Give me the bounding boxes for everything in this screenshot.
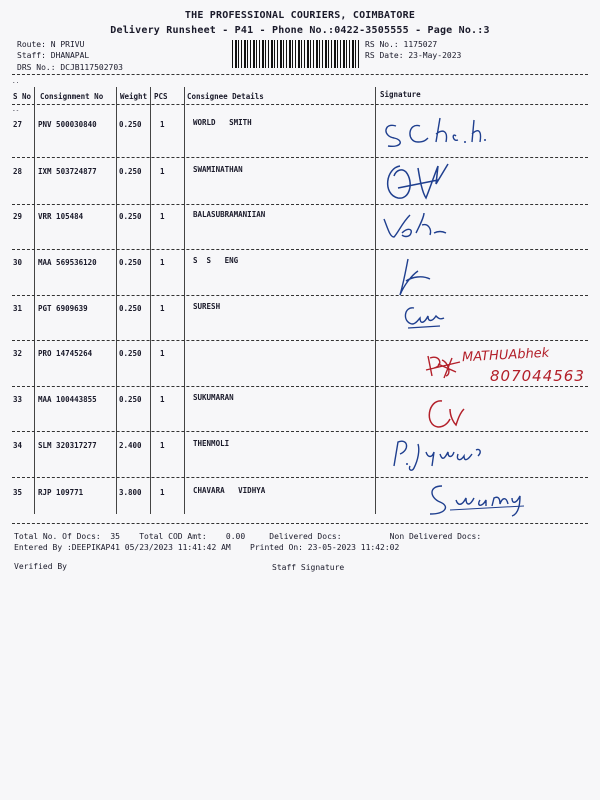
divider bbox=[12, 477, 588, 478]
row-consignee: S S ENG bbox=[193, 256, 239, 265]
entered-by-line: Entered By :DEEPIKAP41 05/23/2023 11:41:42 AM Printed On: 23-05-2023 11:42:02 bbox=[14, 543, 400, 552]
row-consignment: PGT 6909639 bbox=[38, 304, 88, 313]
column-rule bbox=[116, 87, 117, 514]
row-sno: 33 bbox=[13, 395, 23, 404]
row-sno: 35 bbox=[13, 488, 23, 497]
col-header-pcs: PCS bbox=[154, 92, 168, 101]
row-consignee: SURESH bbox=[193, 302, 221, 311]
row-consignee: BALASUBRAMANIIAN bbox=[193, 210, 266, 219]
divider bbox=[12, 157, 588, 158]
divider bbox=[12, 340, 588, 341]
signature-34 bbox=[388, 436, 488, 476]
row-consignment: MAA 100443855 bbox=[38, 395, 97, 404]
row-pcs: 1 bbox=[160, 304, 165, 313]
column-rule bbox=[375, 87, 376, 514]
row-consignment: IXM 503724877 bbox=[38, 167, 97, 176]
row-consignment: MAA 569536120 bbox=[38, 258, 97, 267]
col-header-consignment: Consignment No bbox=[40, 92, 104, 101]
row-sno: 32 bbox=[13, 349, 23, 358]
row-weight: 0.250 bbox=[119, 167, 142, 176]
divider bbox=[12, 204, 588, 205]
row-sno: 27 bbox=[13, 120, 23, 129]
staff-signature-label: Staff Signature bbox=[272, 563, 345, 572]
handwritten-note-name: MATHUAbhek bbox=[461, 345, 550, 366]
drs-number: DRS No.: DCJB117502703 bbox=[17, 63, 123, 72]
row-pcs: 1 bbox=[160, 349, 165, 358]
totals-line: Total No. Of Docs: 35 Total COD Amt: 0.00 Delivered Docs: Non Delivered Docs: bbox=[14, 532, 482, 541]
route-label: Route: N PRIVU bbox=[17, 40, 85, 49]
rs-number: RS No.: 1175027 bbox=[365, 40, 438, 49]
barcode bbox=[232, 40, 360, 68]
signature-33 bbox=[420, 395, 480, 433]
runsheet-subtitle: Delivery Runsheet - P41 - Phone No.:0422-3505555 - Page No.:3 bbox=[110, 25, 490, 36]
row-pcs: 1 bbox=[160, 167, 165, 176]
row-pcs: 1 bbox=[160, 441, 165, 450]
rs-date: RS Date: 23-May-2023 bbox=[365, 51, 462, 60]
row-consignee: THENMOLI bbox=[193, 439, 230, 448]
row-consignee: WORLD SMITH bbox=[193, 118, 252, 127]
divider bbox=[12, 74, 588, 75]
row-weight: 0.250 bbox=[119, 212, 142, 221]
signature-28 bbox=[378, 158, 458, 206]
col-header-signature: Signature bbox=[380, 90, 421, 99]
row-pcs: 1 bbox=[160, 212, 165, 221]
row-weight: 0.250 bbox=[119, 395, 142, 404]
column-rule bbox=[184, 87, 185, 514]
handwritten-note-phone: 807044563 bbox=[490, 367, 585, 385]
row-weight: 2.400 bbox=[119, 441, 142, 450]
row-consignment: RJP 109771 bbox=[38, 488, 84, 497]
col-header-consignee: Consignee Details bbox=[187, 92, 264, 101]
divider bbox=[12, 431, 588, 432]
row-pcs: 1 bbox=[160, 488, 165, 497]
divider bbox=[12, 104, 588, 105]
row-sno: 31 bbox=[13, 304, 23, 313]
row-consignment: PRO 14745264 bbox=[38, 349, 93, 358]
signature-27 bbox=[378, 112, 498, 152]
staff-label: Staff: DHANAPAL bbox=[17, 51, 90, 60]
row-pcs: 1 bbox=[160, 120, 165, 129]
row-weight: 0.250 bbox=[119, 120, 142, 129]
signature-32-scribble bbox=[424, 350, 464, 382]
col-header-sno: S No bbox=[13, 92, 32, 101]
divider bbox=[12, 523, 588, 524]
signature-35 bbox=[420, 480, 530, 520]
signature-31 bbox=[400, 300, 450, 332]
col-header-weight: Weight bbox=[120, 92, 148, 101]
column-rule bbox=[150, 87, 151, 514]
row-weight: 0.250 bbox=[119, 349, 142, 358]
row-sno: 28 bbox=[13, 167, 23, 176]
signature-29 bbox=[380, 207, 450, 243]
row-consignment: PNV 500030840 bbox=[38, 120, 97, 129]
row-weight: 0.250 bbox=[119, 304, 142, 313]
row-pcs: 1 bbox=[160, 395, 165, 404]
divider bbox=[12, 386, 588, 387]
row-consignee: SWAMINATHAN bbox=[193, 165, 243, 174]
row-consignment: SLM 320317277 bbox=[38, 441, 97, 450]
row-sno: 30 bbox=[13, 258, 23, 267]
divider bbox=[12, 249, 588, 250]
row-pcs: 1 bbox=[160, 258, 165, 267]
row-sno: 34 bbox=[13, 441, 23, 450]
column-rule bbox=[34, 87, 35, 514]
row-consignee: SUKUMARAN bbox=[193, 393, 234, 402]
divider bbox=[12, 295, 588, 296]
left-mark-bottom: -- bbox=[12, 107, 20, 114]
row-consignee: CHAVARA VIDHYA bbox=[193, 486, 266, 495]
row-weight: 3.800 bbox=[119, 488, 142, 497]
verified-by-label: Verified By bbox=[14, 562, 67, 571]
row-sno: 29 bbox=[13, 212, 23, 221]
company-title: THE PROFESSIONAL COURIERS, COIMBATORE bbox=[184, 10, 416, 21]
row-consignment: VRR 105484 bbox=[38, 212, 84, 221]
signature-30 bbox=[390, 255, 450, 301]
row-weight: 0.250 bbox=[119, 258, 142, 267]
left-mark-top: .. bbox=[12, 78, 20, 85]
